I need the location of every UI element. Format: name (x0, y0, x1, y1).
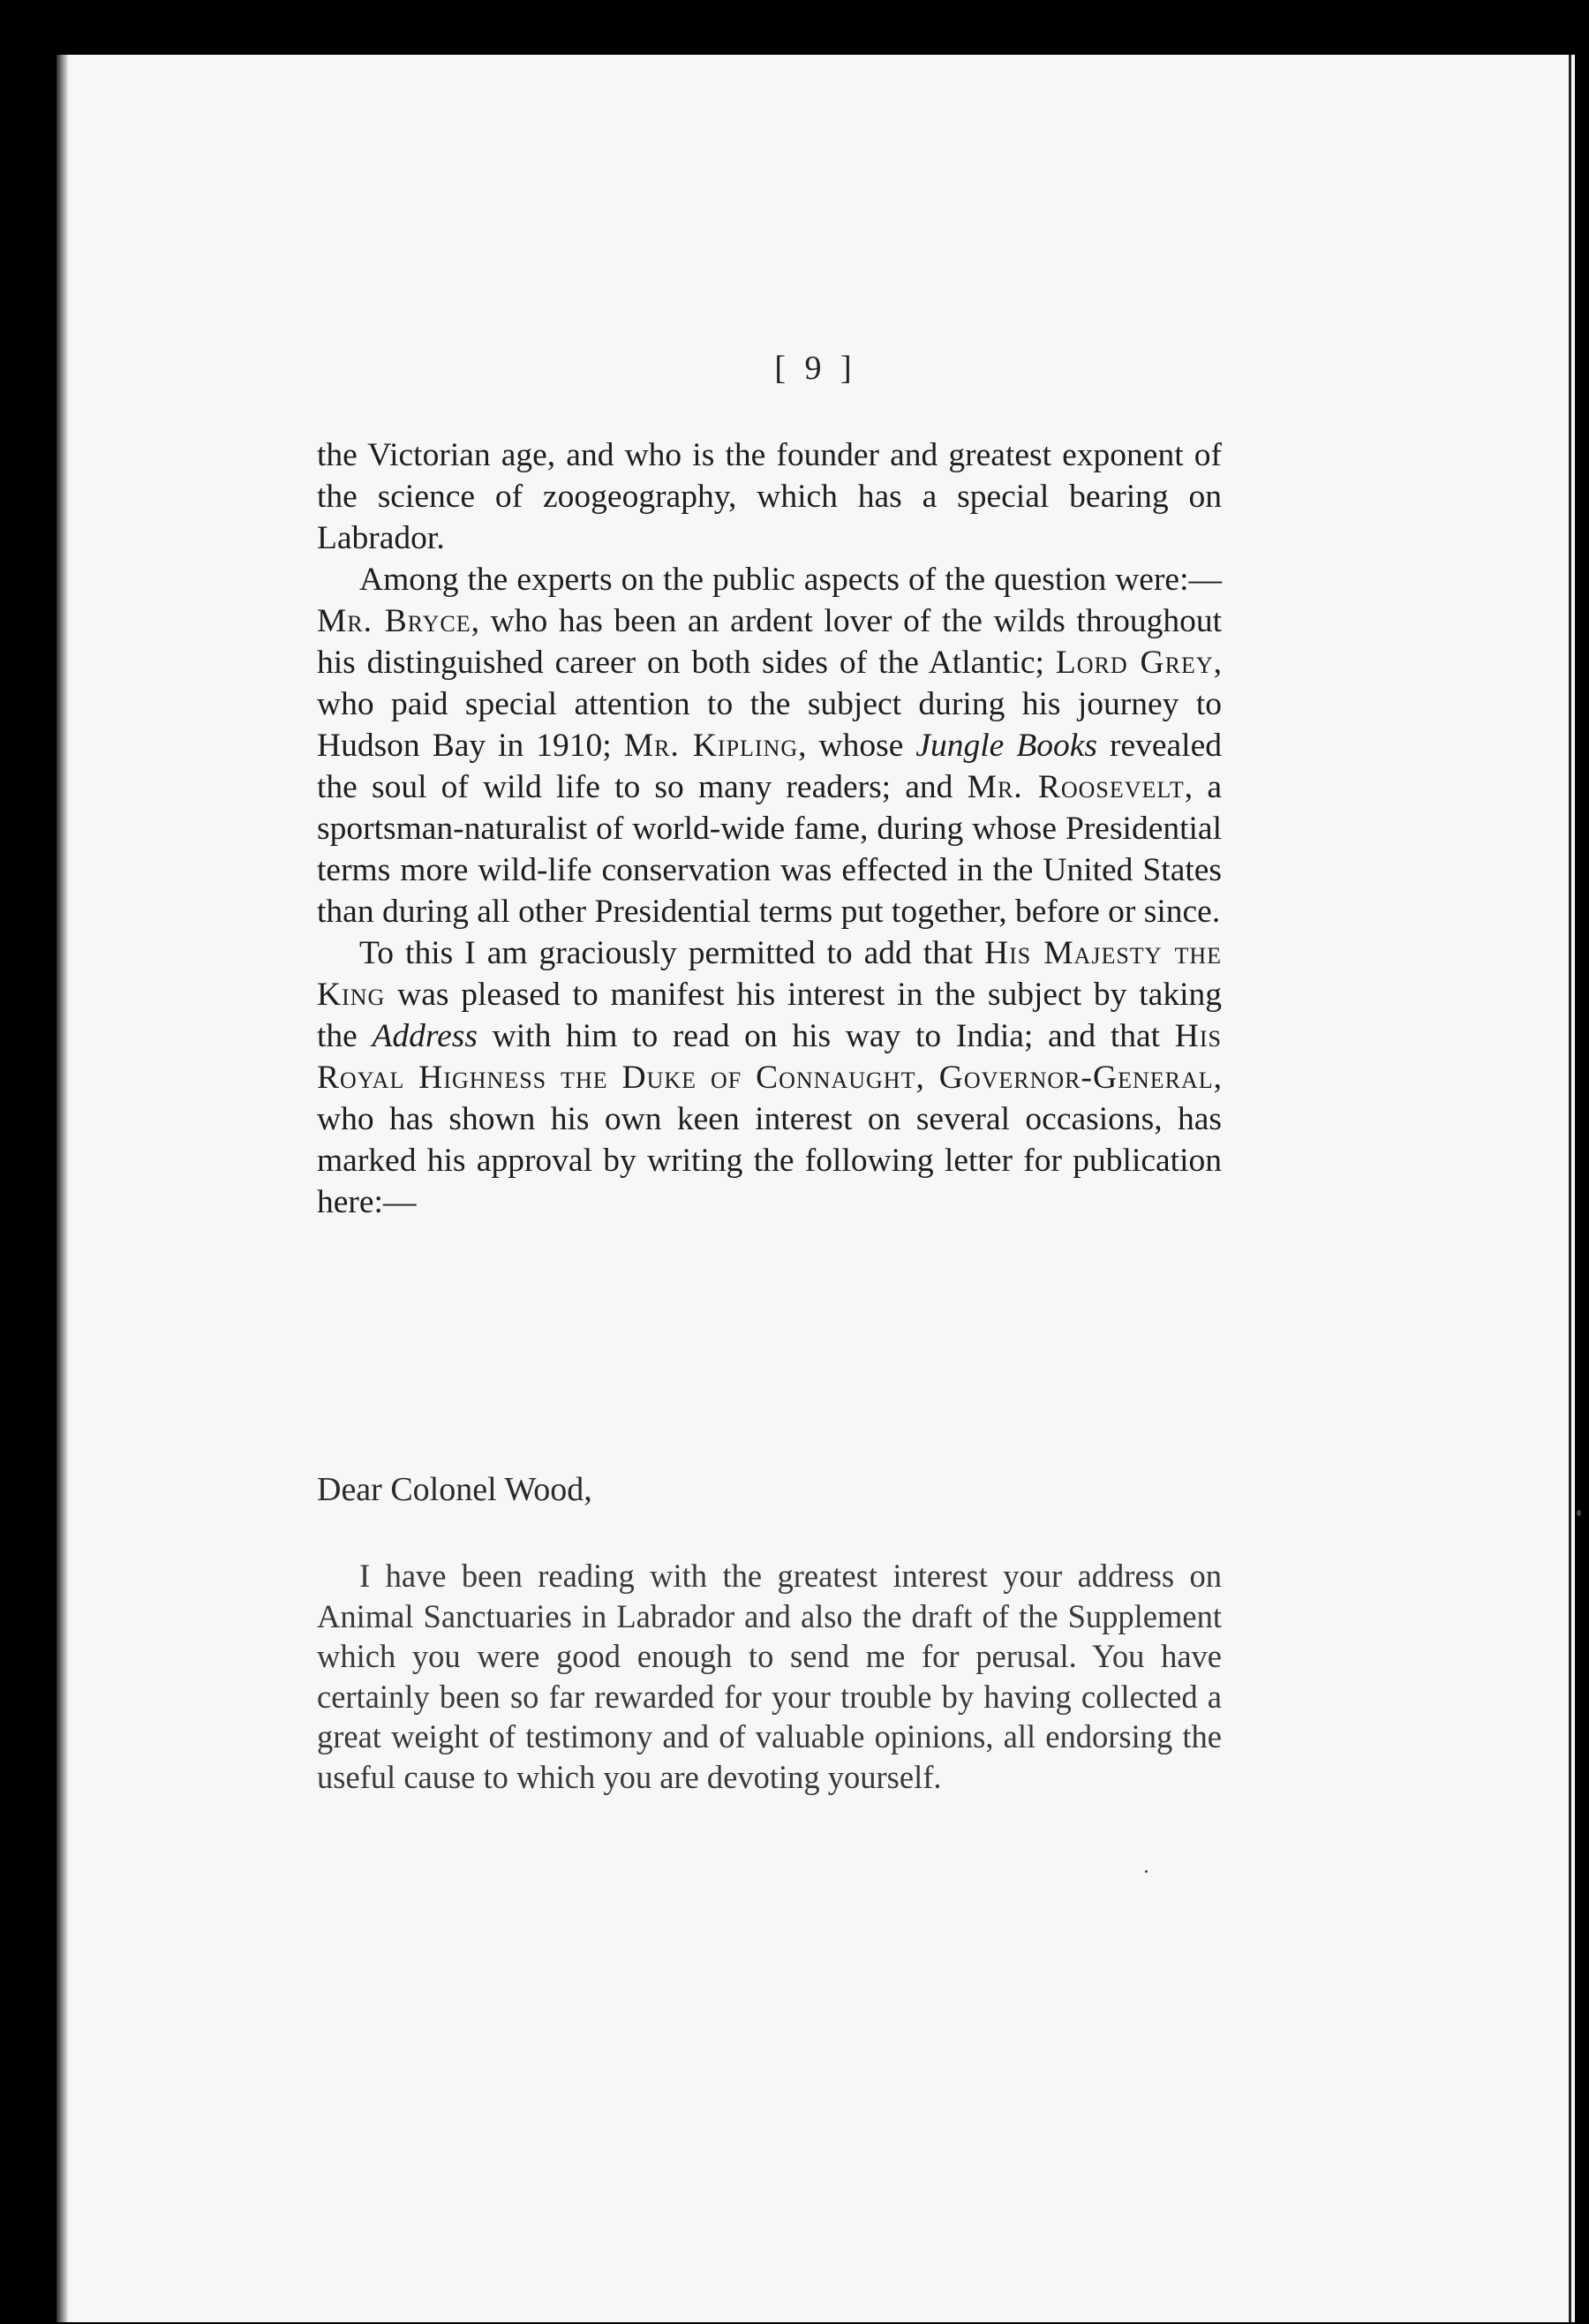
name-smallcaps: Mr. Kipling (623, 728, 799, 764)
book-page (56, 55, 1575, 2322)
text-run: , whose (798, 728, 916, 764)
page-edge (1569, 55, 1571, 2322)
paragraph (317, 434, 1222, 559)
paragraph (317, 559, 1222, 932)
name-smallcaps: His Majesty the King (317, 935, 1222, 1013)
italic-title: Jungle Books (915, 728, 1097, 764)
paragraph (317, 932, 1222, 1223)
name-smallcaps: Lord Grey (1055, 645, 1214, 681)
text-run: was pleased to manifest his interest in the subject by taking the (317, 977, 1222, 1054)
letter-salutation: Dear Colonel Wood, (317, 1471, 592, 1508)
name-smallcaps: His Royal Highness the Duke of Connaught, Governor-General (317, 1018, 1222, 1096)
text-run: Among the experts on the public aspects of the question were:— (359, 562, 1222, 598)
text-run: , who has shown his own keen interest on several occasions, has marked his approval by writing the following letter for publication here:— (317, 1060, 1222, 1220)
text-run: To this I am graciously permitted to add that (359, 935, 984, 971)
binding-shadow (56, 55, 69, 2322)
text-run: with him to read on his way to India; and that (477, 1018, 1175, 1054)
body-text (317, 434, 1222, 1223)
scan-speck (1577, 1510, 1581, 1516)
text-run: the Victorian age, and who is the founder and greatest exponent of the science of zoogeography, which has a special bearing on Labrador. (317, 437, 1222, 556)
page-number: [ 9 ] (774, 350, 857, 387)
name-smallcaps: Mr. Bryce (317, 603, 471, 639)
text-run: , who has been an ardent lover of the wilds throughout his distinguished career on both sides of the Atlantic; (317, 603, 1222, 681)
name-smallcaps: Mr. Roosevelt (967, 769, 1185, 805)
text-run: , a sportsman-naturalist of world-wide fame, during whose Presidential terms more wild-life conservation was effected in the United States than during all other Presidential terms put together, before or since. (317, 769, 1222, 930)
text-run: , who paid special attention to the subject during his journey to Hudson Bay in 1910; (317, 645, 1222, 764)
letter-body: I have been reading with the greatest interest your address on Animal Sanctuaries in Labrador and also the draft of the Supplement which you were good enough to send me for perusal. You have certainly been so far rewarded for your trouble by having collected a great weight of testimony and of valuable opinions, all endorsing the useful cause to which you are devoting yourself. (317, 1558, 1222, 1795)
text-run: revealed the soul of wild life to so many readers; and (317, 728, 1222, 805)
scan-speck (1145, 1870, 1148, 1873)
italic-title: Address (372, 1018, 478, 1054)
